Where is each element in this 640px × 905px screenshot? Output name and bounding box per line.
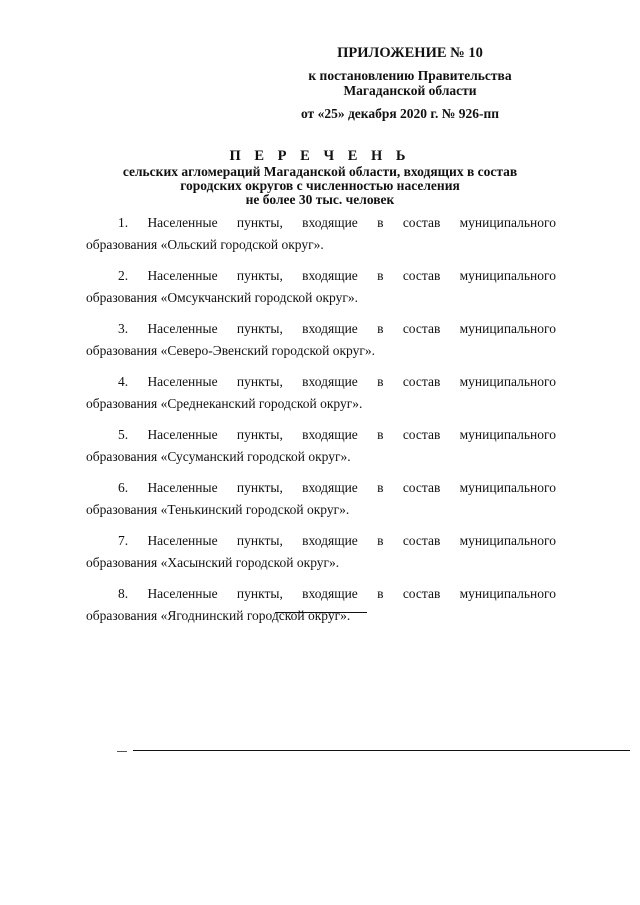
list-item-word: муниципального [459, 427, 556, 442]
list-item-word: в [377, 321, 384, 336]
list-item-first-line [86, 267, 556, 285]
separator-line [275, 612, 367, 613]
list-item-first-line [86, 426, 556, 444]
list-item-word: Населенные [147, 533, 218, 548]
list-item-word: муниципального [459, 321, 556, 336]
appendix-header [290, 44, 530, 121]
title-line-1: сельских агломераций Магаданской области, входящих в состав [122, 164, 518, 179]
title-heading: П Е Р Е Ч Е Н Ь [229, 148, 411, 164]
list-item-word: входящие [302, 215, 358, 230]
appendix-date: от «25» декабря 2020 г. № 926-пп [300, 106, 499, 121]
appendix-number: ПРИЛОЖЕНИЕ № 10 [337, 45, 483, 61]
list-item [86, 320, 556, 360]
list-item-word: входящие [302, 268, 358, 283]
list-item-word: муниципального [459, 480, 556, 495]
list-item-continuation: образования «Северо-Эвенский городской округ». [86, 343, 376, 358]
list-item-word: 3. [118, 321, 129, 336]
list-item-first-line [86, 320, 556, 338]
list-item [86, 214, 556, 254]
list-item-word: в [377, 374, 384, 389]
list-item-word: в [377, 533, 384, 548]
list-item-word: 1. [118, 215, 129, 230]
agglomeration-list [86, 214, 556, 638]
scan-artifact-dash [117, 751, 127, 752]
list-item-first-line [86, 373, 556, 391]
list-item-word: в [377, 427, 384, 442]
list-item-word: Населенные [147, 321, 218, 336]
list-item-word: входящие [302, 586, 358, 601]
list-item-word: пункты, [236, 533, 283, 548]
list-item-word: в [377, 586, 384, 601]
bottom-rule [133, 750, 630, 751]
document-title [80, 148, 560, 207]
list-item-word: состав [402, 268, 441, 283]
list-item-word: муниципального [459, 374, 556, 389]
list-item-word: состав [402, 533, 441, 548]
list-item-word: состав [402, 321, 441, 336]
list-item-continuation: образования «Ягоднинский городской округ». [86, 608, 351, 623]
list-item-first-line [86, 532, 556, 550]
list-item-word: Населенные [147, 374, 218, 389]
list-item-word: 6. [118, 480, 129, 495]
list-item-word: состав [402, 215, 441, 230]
list-item-word: состав [402, 427, 441, 442]
list-item-word: 4. [118, 374, 129, 389]
list-item-word: входящие [302, 480, 358, 495]
list-item-word: состав [402, 374, 441, 389]
list-item-continuation: образования «Ольский городской округ». [86, 237, 324, 252]
list-item-word: в [377, 215, 384, 230]
list-item-word: входящие [302, 533, 358, 548]
list-item-word: пункты, [236, 321, 283, 336]
list-item-continuation: образования «Сусуманский городской округ». [86, 449, 351, 464]
list-item-continuation: образования «Среднеканский городской округ». [86, 396, 363, 411]
list-item-word: в [377, 268, 384, 283]
list-item [86, 532, 556, 572]
list-item-word: муниципального [459, 268, 556, 283]
list-item-word: муниципального [459, 586, 556, 601]
list-item-word: пункты, [236, 427, 283, 442]
list-item-word: входящие [302, 321, 358, 336]
title-line-2: городских округов с численностью населения [180, 178, 460, 193]
appendix-resolution-line: к постановлению Правительства [308, 68, 512, 83]
list-item-word: пункты, [236, 586, 283, 601]
list-item-word: Населенные [147, 586, 218, 601]
list-item-word: муниципального [459, 215, 556, 230]
list-item-word: Населенные [147, 480, 218, 495]
list-item-word: состав [402, 586, 441, 601]
list-item-word: 7. [118, 533, 129, 548]
list-item [86, 479, 556, 519]
list-item-word: Населенные [147, 268, 218, 283]
list-item-word: в [377, 480, 384, 495]
list-item-continuation: образования «Тенькинский городской округ». [86, 502, 350, 517]
list-item-word: 5. [118, 427, 129, 442]
list-item [86, 426, 556, 466]
list-item-word: пункты, [236, 268, 283, 283]
title-line-3: не более 30 тыс. человек [245, 192, 395, 207]
list-item-word: 8. [118, 586, 129, 601]
appendix-region-line: Магаданской области [343, 83, 477, 98]
list-item-first-line [86, 479, 556, 497]
list-item [86, 373, 556, 413]
list-item [86, 585, 556, 625]
list-item-word: входящие [302, 427, 358, 442]
list-item-word: пункты, [236, 215, 283, 230]
list-item-word: Населенные [147, 215, 218, 230]
list-item-continuation: образования «Омсукчанский городской округ». [86, 290, 359, 305]
list-item-word: муниципального [459, 533, 556, 548]
list-item-word: Населенные [147, 427, 218, 442]
list-item-word: входящие [302, 374, 358, 389]
list-item-word: пункты, [236, 374, 283, 389]
list-item-word: состав [402, 480, 441, 495]
list-item-word: пункты, [236, 480, 283, 495]
list-item-first-line [86, 214, 556, 232]
list-item-continuation: образования «Хасынский городской округ». [86, 555, 340, 570]
list-item-first-line [86, 585, 556, 603]
list-item [86, 267, 556, 307]
list-item-word: 2. [118, 268, 129, 283]
